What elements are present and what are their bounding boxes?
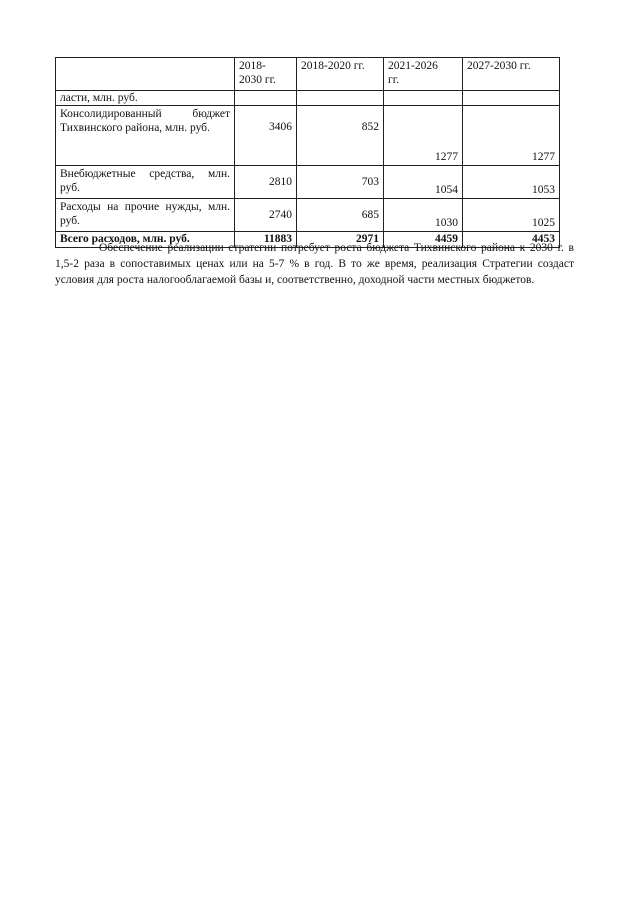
row-label: Консолидированный бюджет Тихвинского района, млн. руб. (56, 106, 235, 166)
value-2018-2020: 685 (297, 199, 384, 232)
budget-table (55, 57, 560, 248)
table-cell (463, 91, 560, 106)
value-2027-2030: 1025 (463, 199, 560, 232)
table-row (56, 166, 560, 199)
value-2021-2026: 1030 (384, 199, 463, 232)
value-2018-2030: 3406 (235, 106, 297, 166)
header-2021-2026-line2: гг. (388, 74, 400, 86)
body-paragraph: Обеспечение реализации стратегии потребует роста бюджета Тихвинского района к 2030 г. в 1,5-2 раза в сопоставимых ценах или на 5-7 % в год. В то же время, реализация Стратегии создаст условия для роста налогооблагаемой базы и, соответственно, доходной части местных бюджетов. (55, 242, 574, 286)
continuation-label: ласти, млн. руб. (56, 91, 235, 106)
row-label: Расходы на прочие нужды, млн. руб. (56, 199, 235, 232)
header-cell-2018-2030 (235, 58, 297, 91)
header-2018-2030-line1: 2018- (239, 60, 266, 72)
table-row (56, 106, 560, 166)
table-row (56, 199, 560, 232)
header-cell-empty (56, 58, 235, 91)
total-2021-2026: 4459 (384, 232, 463, 248)
value-2021-2026: 1054 (384, 166, 463, 199)
value-2021-2026: 1277 (384, 106, 463, 166)
header-cell-2027-2030: 2027-2030 гг. (463, 58, 560, 91)
total-2027-2030: 4453 (463, 232, 560, 248)
table-header-row (56, 58, 560, 91)
value-2018-2030: 2810 (235, 166, 297, 199)
value-2018-2030: 2740 (235, 199, 297, 232)
table-cell (384, 91, 463, 106)
value-2018-2020: 852 (297, 106, 384, 166)
row-label: Внебюджетные средства, млн. руб. (56, 166, 235, 199)
total-2018-2030: 11883 (235, 232, 297, 248)
table-row-continuation (56, 91, 560, 106)
value-2027-2030: 1053 (463, 166, 560, 199)
header-cell-2021-2026 (384, 58, 463, 91)
header-2018-2030-line2: 2030 гг. (239, 74, 276, 86)
total-2018-2020: 2971 (297, 232, 384, 248)
header-2021-2026-line1: 2021-2026 (388, 60, 438, 72)
table-cell (235, 91, 297, 106)
header-cell-2018-2020: 2018-2020 гг. (297, 58, 384, 91)
total-label: Всего расходов, млн. руб. (56, 232, 235, 248)
value-2027-2030: 1277 (463, 106, 560, 166)
value-2018-2020: 703 (297, 166, 384, 199)
table-cell (297, 91, 384, 106)
